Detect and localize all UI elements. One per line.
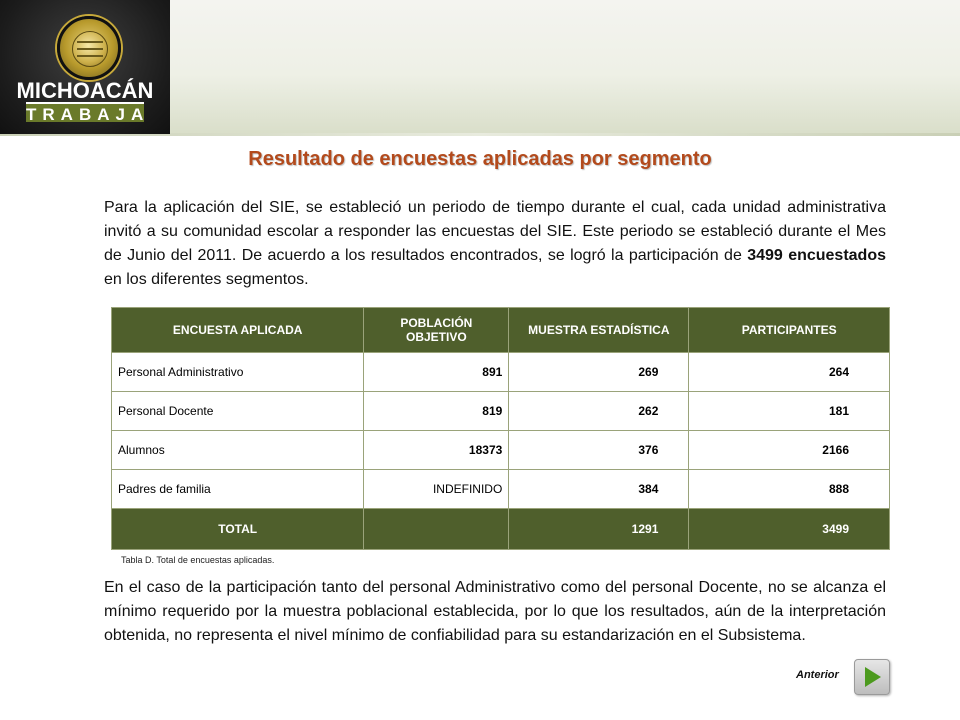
total-poblacion: [364, 509, 509, 550]
participantes-value: 181: [689, 392, 890, 431]
muestra-value: 384: [509, 470, 689, 509]
participantes-value: 888: [689, 470, 890, 509]
header-participantes: PARTICIPANTES: [689, 308, 890, 353]
table-row: [112, 392, 890, 431]
conclusion-paragraph: En el caso de la participación tanto del personal Administrativo como del personal Docente, no se alcanza el mínimo requerido por la muestra poblacional establecida, por lo que los resultados, aún de la interpretación obtenida, no representa el nivel mínimo de confiabilidad para su estandarización en el Subsistema.: [104, 579, 886, 644]
michoacan-trabaja-logo: [0, 0, 170, 134]
page-title: Resultado de encuestas aplicadas por segmento: [248, 148, 712, 170]
participantes-value: 264: [689, 353, 890, 392]
survey-results-table: [111, 307, 890, 550]
table-header-row: [112, 308, 890, 353]
muestra-value: 376: [509, 431, 689, 470]
poblacion-value: 819: [364, 392, 509, 431]
poblacion-value: 891: [364, 353, 509, 392]
respondents-count: 3499 encuestados: [747, 247, 887, 264]
table-caption: Tabla D. Total de encuestas aplicadas.: [121, 555, 275, 565]
muestra-value: 262: [509, 392, 689, 431]
total-label: TOTAL: [112, 509, 364, 550]
total-muestra: 1291: [509, 509, 689, 550]
table-row: [112, 353, 890, 392]
table-row: [112, 470, 890, 509]
table-total-row: [112, 509, 890, 550]
muestra-value: 269: [509, 353, 689, 392]
table-row: [112, 431, 890, 470]
logo-emblem-icon: [57, 16, 121, 80]
intro-paragraph: Para la aplicación del SIE, se estableció un periodo de tiempo durante el cual, cada unidad administrativa invitó a su comunidad escolar a responder las encuestas del SIE. Este periodo se estableció durante el Mes de Junio del 2011. De acuerdo a los resultados encontrados, se logró la participación de 3499 encuestados en los diferentes segmentos.: [104, 199, 887, 288]
next-button[interactable]: [854, 659, 890, 695]
poblacion-value: 18373: [364, 431, 509, 470]
previous-label[interactable]: Anterior: [796, 669, 839, 681]
segment-name: Personal Administrativo: [112, 353, 364, 392]
header-muestra: MUESTRA ESTADÍSTICA: [509, 308, 689, 353]
poblacion-value: INDEFINIDO: [364, 470, 509, 509]
header-encuesta: ENCUESTA APLICADA: [112, 308, 364, 353]
logo-subtitle: TRABAJA: [26, 102, 144, 126]
header-poblacion: POBLACIÓN OBJETIVO: [364, 308, 509, 353]
segment-name: Padres de familia: [112, 470, 364, 509]
logo-title: MICHOACÁN: [16, 78, 154, 103]
play-arrow-icon: [865, 667, 881, 687]
segment-name: Alumnos: [112, 431, 364, 470]
total-participantes: 3499: [689, 509, 890, 550]
participantes-value: 2166: [689, 431, 890, 470]
segment-name: Personal Docente: [112, 392, 364, 431]
